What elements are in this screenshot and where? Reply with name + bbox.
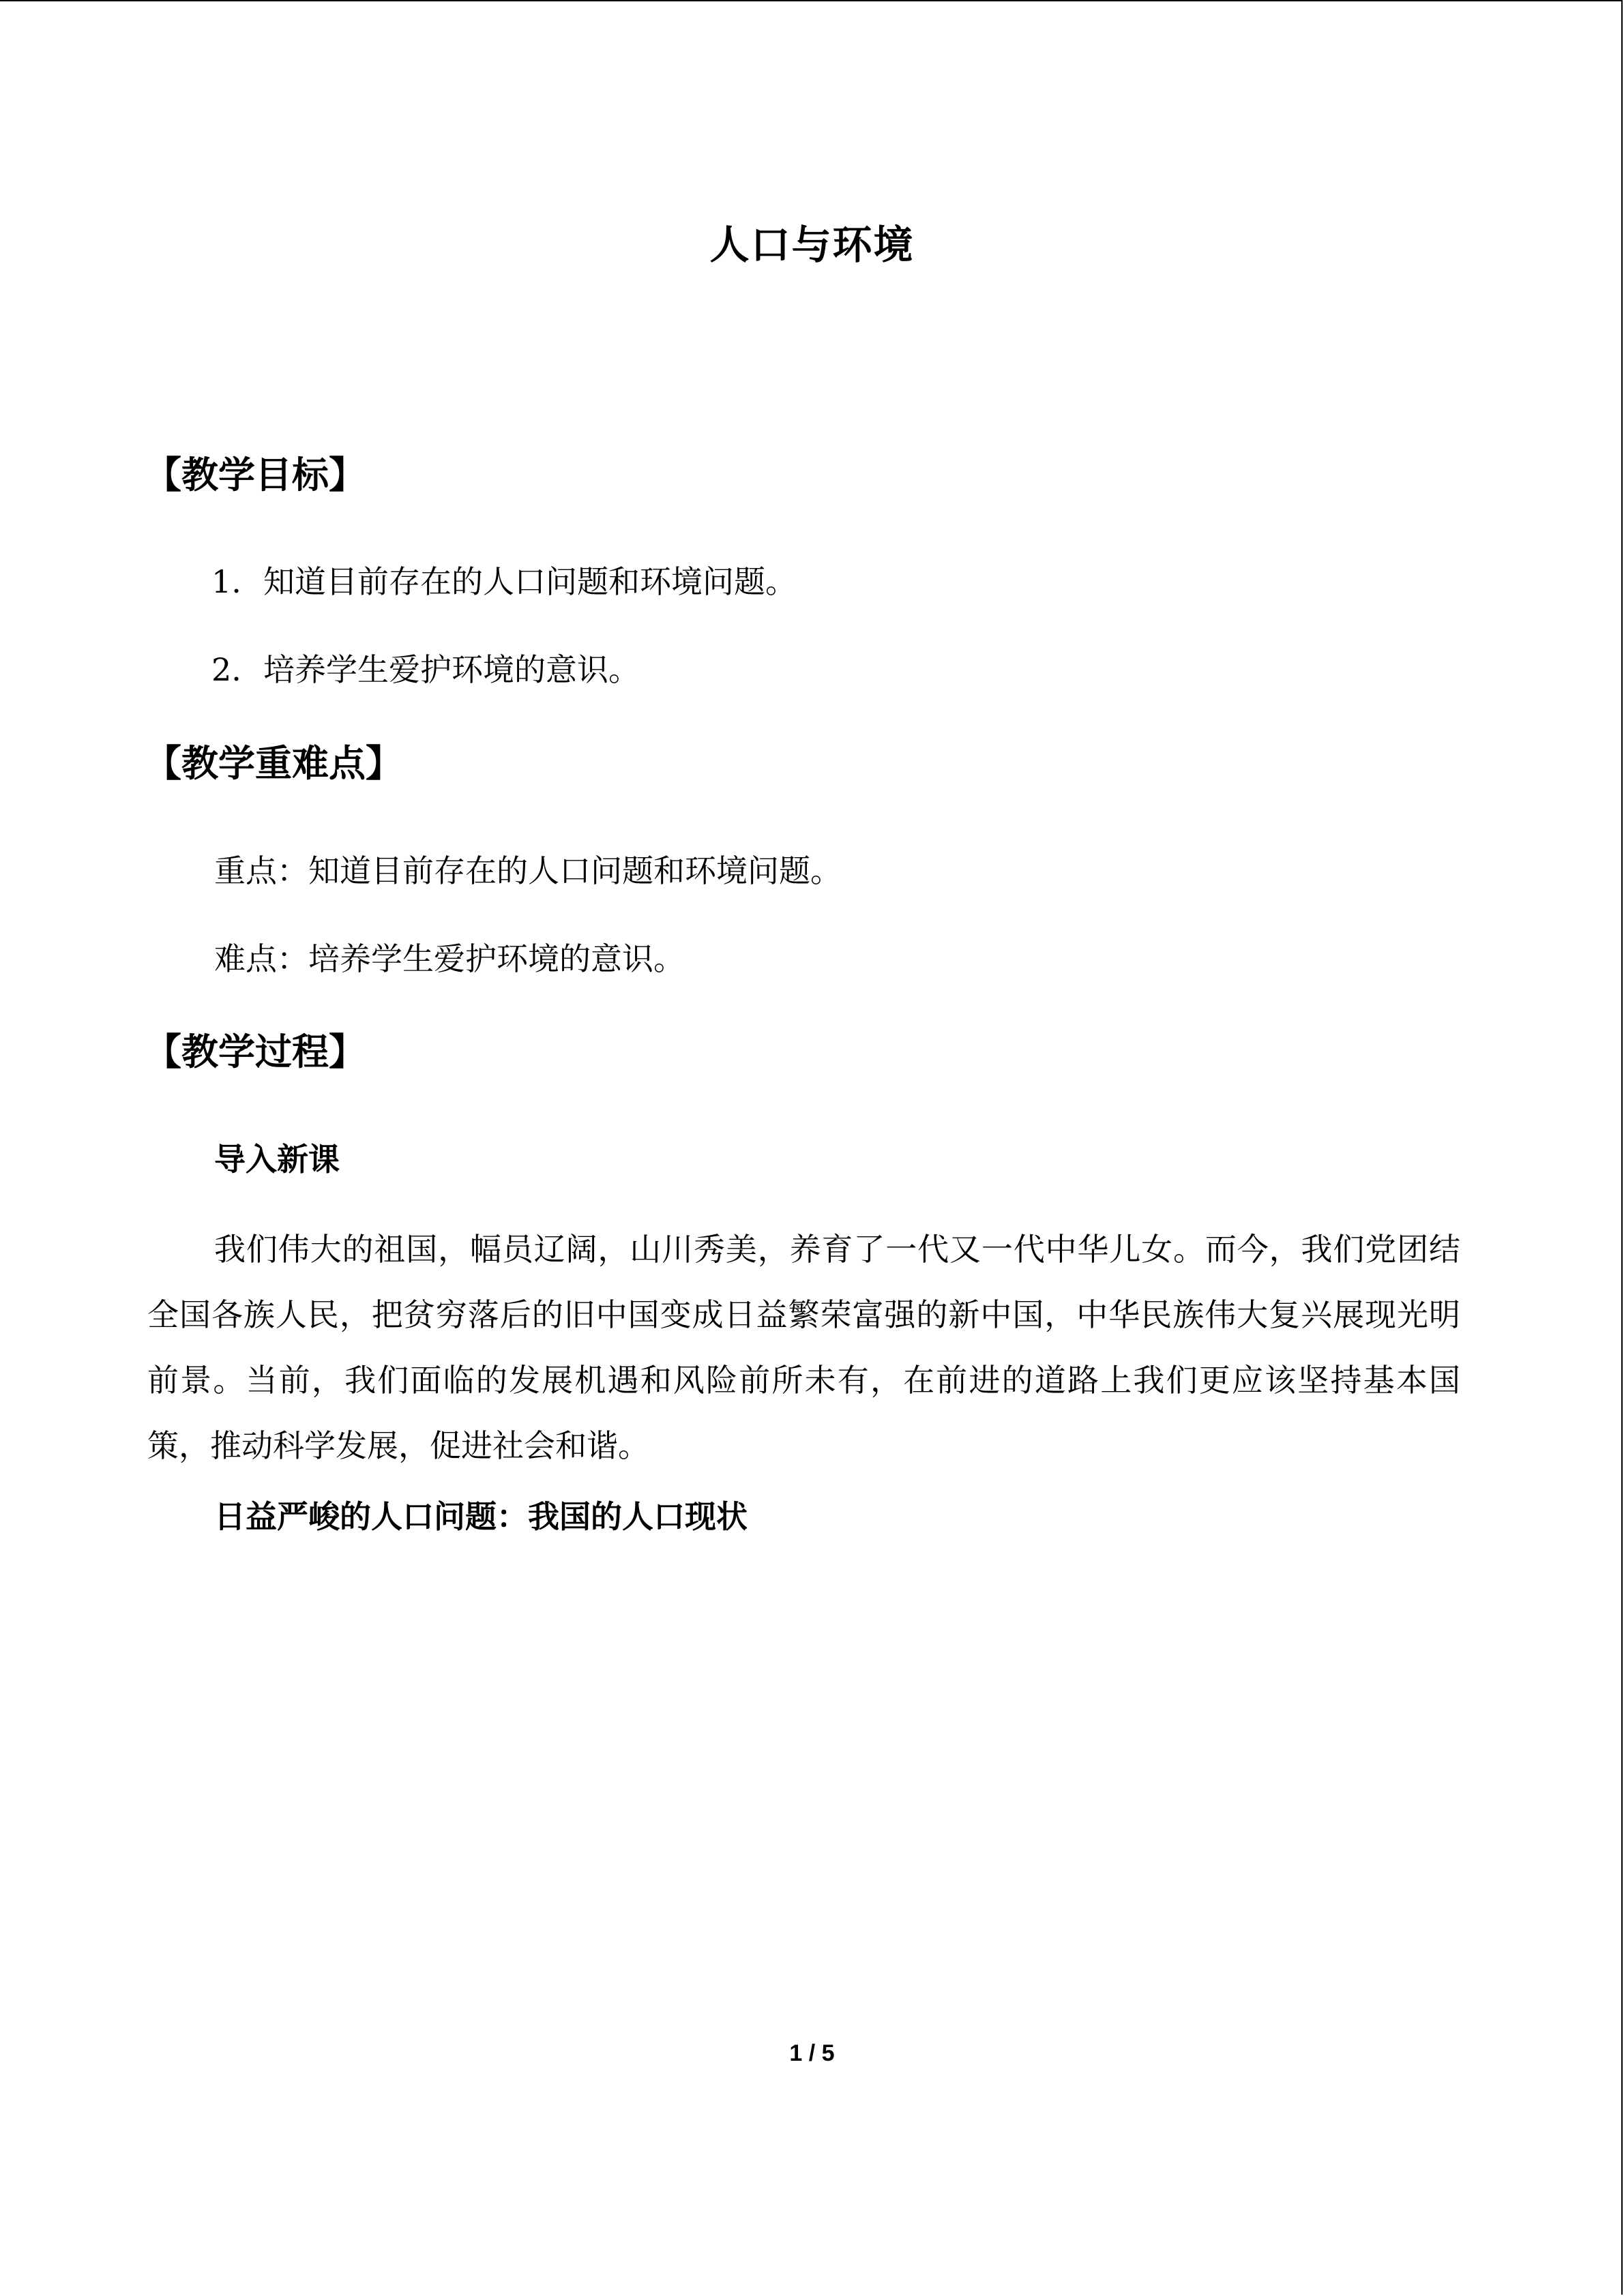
subsection-title: 日益严峻的人口问题：我国的人口现状 bbox=[214, 1498, 748, 1535]
intro-title: 导入新课 bbox=[214, 1141, 340, 1178]
objective-text: 培养学生爱护环境的意识。 bbox=[263, 651, 640, 688]
objective-number: 1. bbox=[211, 563, 241, 600]
intro-paragraph: 我们伟大的祖国，幅员辽阔，山川秀美，养育了一代又一代中华儿女。而今，我们党团结全国各族人民，把贫穷落后的旧中国变成日益繁荣富强的新中国，中华民族伟大复兴展现光明前景。当前，我们面临的发展机遇和风险前所未有，在前进的道路上我们更应该坚持基本国策，推动科学发展，促进社会和谐。 bbox=[147, 1231, 1460, 1464]
section-heading-key-points: 【教学重难点】 bbox=[145, 741, 402, 785]
objective-item-2 bbox=[211, 645, 640, 690]
page-title: 人口与环境 bbox=[709, 222, 915, 268]
key-point-focus: 重点：知道目前存在的人口问题和环境问题。 bbox=[214, 852, 842, 889]
page-number: 1 / 5 bbox=[789, 2040, 835, 2066]
objective-text: 知道目前存在的人口问题和环境问题。 bbox=[263, 563, 797, 600]
section-heading-objectives: 【教学目标】 bbox=[145, 453, 366, 496]
objective-number: 2. bbox=[211, 651, 241, 688]
section-heading-process: 【教学过程】 bbox=[145, 1030, 366, 1073]
objective-item-1 bbox=[211, 557, 797, 602]
key-point-difficulty: 难点：培养学生爱护环境的意识。 bbox=[214, 940, 685, 977]
